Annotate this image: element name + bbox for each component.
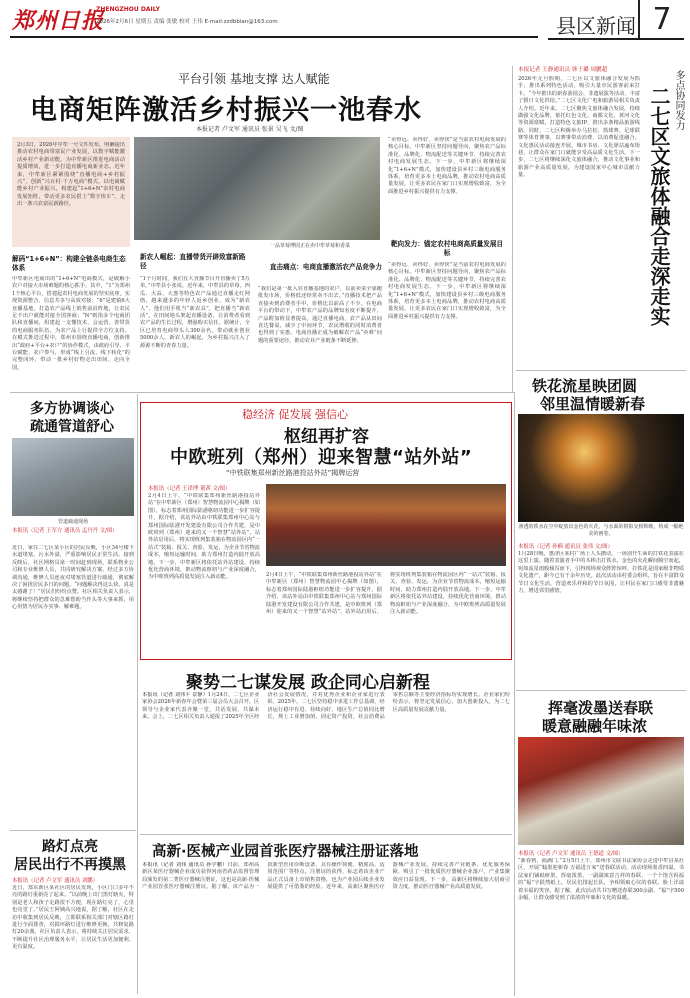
pipe-body: 近日，家住二七区某小区的居民反映，小区34号楼下水道堵塞，污水外溢，严重影响居民正常生活。接到反映后，社区网格员第一时间赶到现场，联系物业公司和专业维修人员，共同研究解决方案。经过多方协调沟通，维修人员连夜对堵塞管道进行疏通，彻底解决了困扰居民多日的问题。“问题解决得这么快，真是太感谢了！”居民们纷纷点赞。社区相关负责人表示，将继续坚持把群众的急难愁盼当作头等大事来抓，用心用情为居民办实事、解难题。	[12, 545, 134, 611]
pipe-byline: 本报讯（记者 王军方 通讯员 孟丹丹 文/图）	[12, 528, 118, 534]
right-top-kicker: 多点协同发力	[673, 70, 684, 130]
rail-sub: “中铁联集郑州新丝路港投站外站”揭牌运营	[226, 469, 360, 477]
calligraphy-title-2: 暖意融融年味浓	[542, 717, 648, 735]
page-number-box	[638, 0, 684, 40]
lead-col3: “我们是第一批入驻直播基地的农户，以前卖菜全靠跑批发市场，价格低还经常卖不出去。”直播技术把产品直接卖到消费者手中，价格比以前高了不少。在电商平台的带动下，中牟农产品的品牌知名度不断提升，产品附加值显著提高。通过直播电商，农产品从田间直达餐桌，减少了中间环节，农民增收的同时消费者也得到了实惠。电商直播正成为破解农产品“卖难”问题的重要途径，推动农业产业链条不断延伸。	[258, 286, 382, 344]
rail-title-2: 中欧班列（郑州）迎来智慧“站外站”	[170, 447, 473, 468]
divider-medical-top	[140, 834, 512, 835]
lead-photo-caption: 一品草莓博园正在卖中牟草莓和香菜	[269, 243, 350, 249]
rail-body-1: 2月4日上午，“中铁联集郑州新丝路港投站外站”在中牟新区（郑州）智慧物流园中心揭牌（如图），标志着郑州国际陆港枢纽功能进一步扩容提升。据介绍，该站外站由中铁联集郑州中心站与郑州国际陆港开发建设有限公司合作共建，是中欧班列（郑州）迎来的又一个智慧“站外站”。站外站启用后，将实现班列集装箱在物流园区内“一站式”装箱、报关、查验、发运，为企业节省物流成本，缩短运输时间，助力郑州打造内陆开放高地。下一步，中牟新区将依托站外站建设，持续优化营商环境，推动物流枢纽与产业深度融合，为中欧班列高质量发展注入新动能。	[148, 493, 260, 581]
right-top-body	[518, 66, 640, 366]
lead-photo	[134, 137, 380, 240]
calligraphy-photo	[518, 737, 684, 845]
meeting-byline: 本报讯（记者 刘伟平 景静）	[142, 692, 208, 698]
pipe-photo	[12, 438, 134, 516]
masthead-logo: 郑州日报	[12, 8, 105, 34]
divider-right-culture	[516, 370, 686, 371]
lead-col4b: “卖得远、卖得好、卖得快”是当前农村电商发展的核心目标。中牟新区坚持问题导向，聚焦农产品标准化、品牌化、物流配送等关键环节，持续完善农村电商发展生态。下一步，中牟新区将继续深化“1+6+N”模式，加快建设县乡村三级电商服务体系，培育更多本土电商品牌，推动农村电商高质量发展，让更多农民在家门口实现增收致富，为全面推进乡村振兴提供有力支撑。	[388, 262, 506, 320]
cultural-title-2: 邻里温情暖新春	[540, 395, 646, 413]
divider-rail-top	[10, 392, 514, 393]
right-top-text: 2026年元旦假期，二七区以文旅体融合发展为抓手，推出系列特色活动，吸引大量市民游客前来打卡。“今年推出的新春游园会、非遗展演等活动，丰富了假日文化供给。”二七区文化广电和旅游局相关负责人介绍。近年来，二七区聚焦文旅体融合发展，持续做强文化品牌，依托红色文化、商都文化、黄河文化等资源禀赋，打造特色文旅IP，推出多条精品旅游线路。同时，二七区积极举办马拉松、篮球赛、足球联赛等体育赛事，以赛事带动消费，以消费促进融合。文化惠民活动接连开展，城市书房、文化驿站遍布街巷，让群众在家门口就能享受高品质文化生活。下一步，二七区将继续深化文旅体融合，推动文化事业和旅游产业高质量发展，为建设国家中心城市贡献力量。	[518, 76, 640, 179]
meeting-body	[142, 692, 510, 832]
rail-body-2: 2月4日上午，“中铁联集郑州新丝路港投站外站”在中牟新区（郑州）智慧物流园中心揭牌（如图），标志着郑州国际陆港枢纽功能进一步扩容提升。据介绍，该站外站由中铁联集郑州中心站与郑州国际陆港开发建设有限公司合作共建，是中欧班列（郑州）迎来的又一个智慧“站外站”。站外站启用后，将实现班列集装箱在物流园区内“一站式”装箱、报关、查验、发运，为企业节省物流成本，缩短运输时间，助力郑州打造内陆开放高地。下一步，中牟新区将依托站外站建设，持续优化营商环境，推动物流枢纽与产业深度融合，为中欧班列高质量发展注入新动能。	[266, 572, 506, 616]
light-body: 近日，郑东新区某社区的居民发现，小区门口多年不亮的路灯重新亮了起来。“以前晚上出门黑灯瞎火，特别是老人和孩子走路很不方便，现在路灯亮了，心里也亮堂了。”居民王阿姨高兴地说。据了解，社区在走访中收集到居民反映，立即联系相关部门对辖区路灯进行全面排查，对损坏路灯进行维修更换，共修复路灯20余盏。社区负责人表示，将持续关注居民需求，不断提升社区治理服务水平，让居民生活更加便利、更有温度。	[12, 885, 134, 951]
light-byline: 本报讯（记者 卢文军 通讯员 刘鹏）	[12, 878, 99, 884]
lead-byline: 本报记者 卢文军 通讯员 张景 吴飞 文/图	[196, 126, 304, 133]
divider-left-col	[137, 394, 138, 994]
masthead-rule	[10, 36, 538, 38]
rail-kicker: 稳经济 促发展 强信心	[236, 406, 354, 422]
divider-lead-right	[512, 66, 513, 392]
cultural-byline: 本报讯（记者 孙楠 通讯员 张伟 文/图）	[518, 544, 613, 550]
lead-kicker: 平台引领 基地支撑 达人赋能	[178, 72, 330, 86]
cultural-body: 1月28日晚，惠济区某村广场上人头攒动，一场别开生面的打铁花表演在这里上演。随着表演者手中的木棒击打铁水，金色的火花瞬间腾空而起，宛如流星雨般倾泻而下，引得现场观众阵阵惊呼。打铁花是国家级非物质文化遗产，距今已有千余年历史。此次活动由村委会组织，旨在丰富群众节日文化生活，营造欢乐祥和的节日氛围，让村民在家门口感受非遗魅力，增进邻里感情。	[518, 551, 684, 595]
masthead-underline	[548, 38, 684, 40]
medical-byline: 本报讯（记者 刘伟 通讯员 孙宇鹏）	[142, 862, 228, 868]
masthead-en-name: ZHENGZHOU DAILY	[96, 6, 160, 13]
calligraphy-body: “新春到，福满门。”2月5日上午，郑州市文联书法家协会走进中牟县某社区，开展“翰墨迎新春 万福进万家”送春联活动。活动现场墨香四溢，书法家们铺纸研墨，挥毫泼墨，一副副寓意吉祥的春联、一个个饱含祝福的“福”字跃然纸上。居民们排起长队，争相领取心仪的春联，脸上洋溢着幸福的笑容。据了解，此次活动共书写赠送春联300余副、“福”字500余幅，让群众感受到了浓浓的年味和文化的温暖。	[518, 858, 684, 902]
pipe-caption: 管道疏通现场	[57, 519, 88, 525]
calligraphy-title-1: 挥毫泼墨送春联	[548, 699, 654, 717]
light-title-1: 路灯点亮	[42, 839, 98, 855]
divider-light-top	[10, 830, 136, 831]
lead-intro-box	[12, 137, 130, 247]
rail-byline: 本报讯（记者 王译博 董茜 文/图）	[148, 486, 231, 492]
pipe-title-2: 疏通管道舒心	[30, 419, 114, 435]
light-title-2: 居民出行不再摸黑	[14, 857, 126, 873]
medical-text: 日前，郑州高新区某医疗器械企业成功获得河南省药品监督管理局颁发的第二类医疗器械注册证，这也是高新·医械产业园首张医疗器械注册证。据了解，该产品为一款新型医用诊断设备，具有操作简便、精度高、适用范围广等特点。注册证的获得，标志着该企业产品正式具备上市销售资格，也为产业园后续企业发展提供了可借鉴的经验。近年来，高新区聚焦医疗器械产业发展，持续完善产业链条，优化服务保障，吸引了一批优质医疗器械企业落户，产业集聚效应日益显现。下一步，高新区将继续加大招商引资力度，推动医疗器械产业高质量发展。	[142, 862, 510, 891]
section-title: 县区新闻	[556, 14, 636, 38]
page-number: 7	[652, 2, 672, 37]
cultural-title-1: 铁花流星映团圆	[532, 377, 638, 395]
meeting-title: 聚势二七谋发展 政企同心启新程	[186, 673, 430, 693]
lead-sub3: 直击痛点：电商直播激活农产品竞争力	[269, 263, 382, 271]
masthead-issue-line: 2026年2月6日 星期五 责编 张敏 校对 王伟 E-mail:zzdbbian@163.com	[96, 19, 278, 25]
lead-sub2: 新农人崛起：直播带货开辟致富新路径	[140, 253, 246, 270]
cultural-photo	[518, 414, 684, 522]
rail-photo	[266, 484, 506, 566]
calligraphy-byline: 本报讯（记者 卢文军 通讯员 王德道 文/图）	[518, 851, 624, 857]
medical-title: 高新·医械产业园首张医疗器械注册证落地	[152, 844, 419, 860]
pipe-title-1: 多方协调谈心	[30, 401, 114, 417]
masthead	[0, 0, 690, 66]
lead-col4: “卖得远、卖得好、卖得快”是当前农村电商发展的核心目标。中牟新区坚持问题导向，聚焦农产品标准化、品牌化、物流配送等关键环节，持续完善农村电商发展生态。下一步，中牟新区将继续深化“1+6+N”模式，加快建设县乡村三级电商服务体系，培育更多本土电商品牌，推动农村电商高质量发展，让更多农民在家门口实现增收致富，为全面推进乡村振兴提供有力支撑。	[388, 137, 506, 195]
lead-sub4: 靶向发力：锚定农村电商高质量发展目标	[390, 240, 504, 257]
lead-title: 电商矩阵激活乡村振兴一池春水	[30, 95, 422, 126]
medical-body	[142, 862, 510, 994]
lead-intro: 2月3日，2026年中牟一号文件发布，明确提出推动农村电商带富民产业发展，以数字赋能激活乡村产业新动能。为中牟新区推进电商活动提质增效，进一步打造直播电商新业态。近年来，中牟新区紧紧围绕“直播电商+乡村振兴”，创新“兴百村·千万电商”模式，以电商赋能乡村产业振兴，构建起“1+6+N”农村电商发展矩阵，带动更多农民搭上“数字快车”，走出一条兴农富民新路径。	[17, 142, 125, 208]
lead-col1: 中牟新区电商出的“1+6+N”电商模式，是破解小农户对接大市场难题的核心抓手。其中，“1”为郑州1个核心平台，搭建起农村电商发展的坚实底座，实现资源整合、信息共享与高效对接；“6”是建镇6大直播基地，打造农产品线上销售前沿阵地，让农民足不出户就能对接全国客商；“N”则指多个电商团队和直播间，组建起一支懂技术、会运营、善带货的电商服务队伍，为农产品上行提供全方位支持。在模式推进过程中，郑州市围绕直播电商，创新推出“政府+平台+农户”的协作模式，由政府引导、平台赋能、农户参与，形成“线上引流、线下转化”的完整闭环，带动一批乡村好物走出田间、走向全国。	[12, 276, 130, 371]
rail-title-1: 枢纽再扩容	[284, 427, 369, 447]
cultural-caption: 渗透的铁水在空中绽放出金色的火花，与水面的倒影交相辉映，构成一幅绝美的画卷。	[518, 524, 684, 537]
lead-sub1: 解码“1+6+N”：构建全链条电商生态体系	[12, 255, 126, 272]
divider-right-col	[514, 392, 515, 996]
meeting-text: 1月24日，二七区企业家协会2026年新春年会暨第三届会员大会召开。区领导与企业家代表齐聚一堂，共话发展、共谋未来。会上，二七区相关负责人通报了2025年全区经济社会发展情况，并对优秀企业和企业家进行表彰。2025年，二七区坚持稳中求进工作总基调，经济运行稳中有进、持续向好，地区生产总值同比增长，规上工业增加值、固定资产投资、社会消费品零售总额等主要经济指标均实现增长。企业家们纷纷表示，将坚定发展信心，加大创新投入，为二七区高质量发展贡献力量。	[142, 692, 510, 721]
right-top-byline: 本报记者 王静通讯员 韩于璐 周鹏超	[518, 67, 608, 73]
right-top-title: 二七区文旅体融合走深走实	[647, 86, 671, 326]
lead-col2: “1个月时间，我们在大直播节目开直播卖了5万单。”中牟县小张说。近年来，中牟县的草莓、西瓜、大蒜、大葱等特色农产品通过直播走红网络，越来越多的年轻人返乡创业，成为“新农人”。他们用手机当“新农具”，把直播当“新农活”，在田间地头架起直播设备，让消费者看到农产品的生长过程，增强购买信任。据统计，全区已培育电商带头人300余名，带动就业创业5000余人。新农人的崛起，为乡村振兴注入了源源不断的青春力量。	[140, 276, 250, 349]
divider-right-calligraphy	[516, 690, 686, 691]
